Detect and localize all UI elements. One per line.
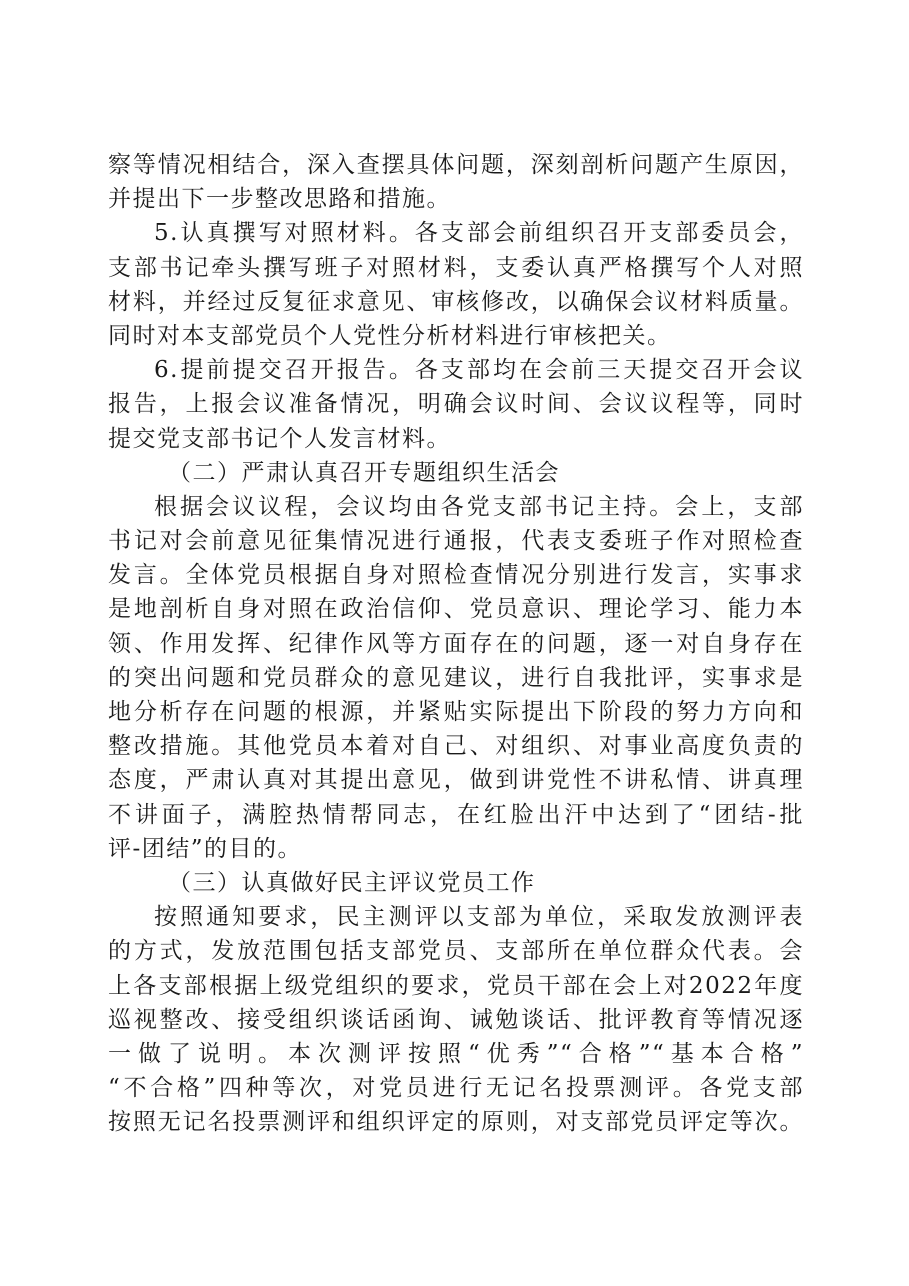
text-line: 巡视整改、接受组织谈话函询、诫勉谈话、批评教育等情况逐 <box>108 1006 804 1033</box>
text-line: 是地剖析自身对照在政治信仰、党员意识、理论学习、能力本 <box>108 596 804 623</box>
text-line: 5.认真撰写对照材料。各支部会前组织召开支部委员会， <box>154 220 804 247</box>
text-line: 整改措施。其他党员本着对自己、对组织、对事业高度负责的 <box>108 733 804 760</box>
text-line: 提交党支部书记个人发言材料。 <box>108 425 451 452</box>
text-line: “不合格”四种等次，对党员进行无记名投票测评。各党支部 <box>108 1075 804 1102</box>
text-line: 书记对会前意见征集情况进行通报，代表支委班子作对照检查 <box>108 528 804 555</box>
text-line: 领、作用发挥、纪律作风等方面存在的问题，逐一对自身存在 <box>108 630 804 657</box>
text-line: 同时对本支部党员个人党性分析材料进行审核把关。 <box>108 322 672 349</box>
text-line: 材料，并经过反复征求意见、审核修改，以确保会议材料质量。 <box>108 288 804 315</box>
section-heading: （三）认真做好民主评议党员工作 <box>168 869 536 896</box>
text-line: 的方式，发放范围包括支部党员、支部所在单位群众代表。会 <box>108 938 804 965</box>
text-line: 并提出下一步整改思路和措施。 <box>108 186 451 213</box>
text-line: 根据会议议程，会议均由各党支部书记主持。会上，支部 <box>154 493 804 520</box>
text-line: 一做了说明。本次测评按照“优秀”“合格”“基本合格” <box>108 1040 804 1067</box>
text-line: 发言。全体党员根据自身对照检查情况分别进行发言，实事求 <box>108 562 804 589</box>
text-line: 不讲面子，满腔热情帮同志，在红脸出汗中达到了“团结-批 <box>108 801 804 828</box>
text-line: 按照通知要求，民主测评以支部为单位，采取发放测评表 <box>154 904 804 931</box>
text-line: 地分析存在问题的根源，并紧贴实际提出下阶段的努力方向和 <box>108 699 804 725</box>
text-line: 上各支部根据上级党组织的要求，党员干部在会上对2022年度 <box>108 972 804 999</box>
text-line: 支部书记牵头撰写班子对照材料，支委认真严格撰写个人对照 <box>108 254 804 281</box>
text-line: 6.提前提交召开报告。各支部均在会前三天提交召开会议 <box>154 357 804 384</box>
document-page <box>108 148 804 1139</box>
text-line: 报告，上报会议准备情况，明确会议时间、会议议程等，同时 <box>108 391 804 418</box>
text-line: 评-团结”的目的。 <box>108 835 303 862</box>
text-line: 按照无记名投票测评和组织评定的原则，对支部党员评定等次。 <box>108 1109 804 1136</box>
text-line: 察等情况相结合，深入查摆具体问题，深刻剖析问题产生原因， <box>108 152 804 178</box>
text-line: 的突出问题和党员群众的意见建议，进行自我批评，实事求是 <box>108 664 804 691</box>
section-heading: （二）严肃认真召开专题组织生活会 <box>168 459 560 486</box>
text-line: 态度，严肃认真对其提出意见，做到讲党性不讲私情、讲真理 <box>108 767 804 794</box>
